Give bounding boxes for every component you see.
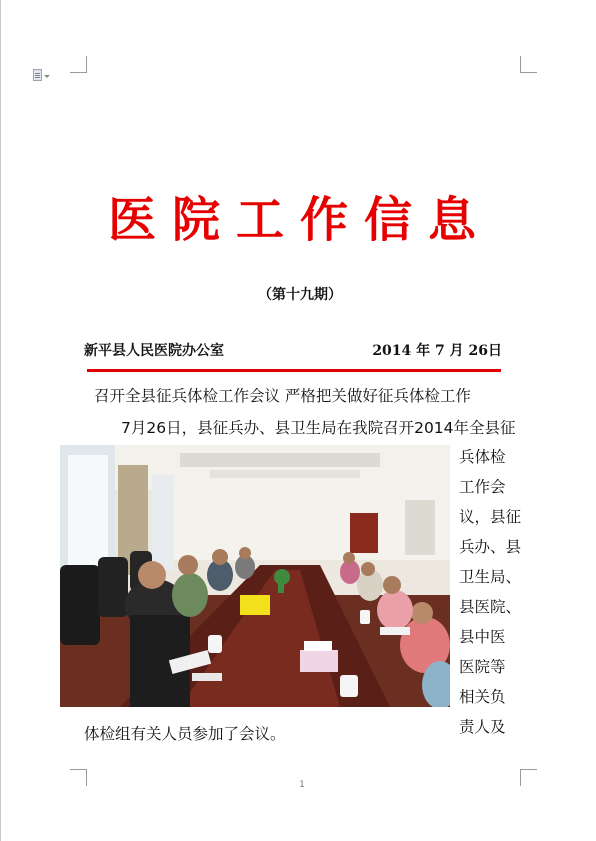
wrap-line: 工作会 [459, 478, 506, 496]
wrap-line: 卫生局、 [459, 568, 522, 586]
page-edge [0, 0, 1, 841]
wrap-line: 责人及 [459, 718, 506, 736]
article-lead-line: 7月26日，县征兵办、县卫生局在我院召开2014年全县征 [121, 419, 516, 437]
wrap-line: 议，县征 [459, 508, 522, 526]
wrapped-paragraph-column [459, 442, 523, 742]
issue-number: （第十九期） [258, 287, 342, 303]
crop-mark-top-left [70, 56, 87, 73]
issue-date: 2014 年 7 月 26日 [372, 343, 502, 359]
issuing-office: 新平县人民医院办公室 [84, 343, 224, 359]
meeting-photo [60, 445, 450, 707]
article-headline: 召开全县征兵体检工作会议 严格把关做好征兵体检工作 [94, 387, 471, 405]
wrap-line: 兵办、县 [459, 538, 522, 556]
wrap-line: 县医院、 [459, 598, 522, 616]
wrap-line: 相关负 [459, 688, 506, 706]
red-divider [87, 369, 501, 372]
dropdown-caret-icon [44, 75, 50, 78]
wrap-line: 医院等 [459, 658, 506, 676]
page-number: 1 [299, 780, 305, 790]
wrap-line: 县中医 [459, 628, 506, 646]
document-options-icon[interactable] [33, 69, 50, 81]
wrap-line: 兵体检 [459, 448, 506, 466]
article-closing-line: 体检组有关人员参加了会议。 [84, 725, 286, 743]
masthead-title: 医院工作信息 [107, 192, 492, 248]
document-icon [33, 69, 42, 81]
crop-mark-top-right [520, 56, 537, 73]
crop-mark-bottom-right [520, 769, 537, 786]
crop-mark-bottom-left [70, 769, 87, 786]
